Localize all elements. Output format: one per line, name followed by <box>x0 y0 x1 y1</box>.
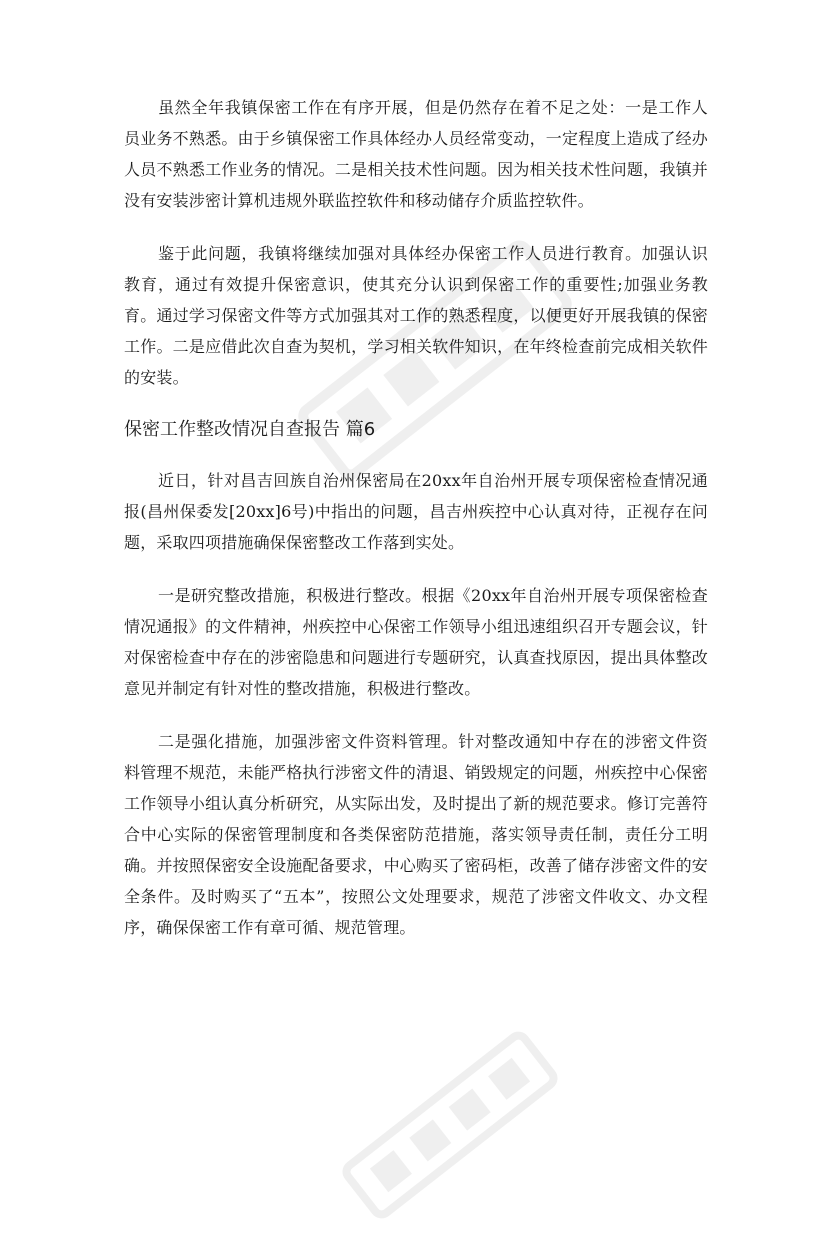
paragraph: 虽然全年我镇保密工作在有序开展，但是仍然存在着不足之处：一是工作人员业务不熟悉。由于乡镇保密工作具体经办人员经常变动，一定程度上造成了经办人员不熟悉工作业务的情况。二是相关技术性问题。因为相关技术性问题，我镇并没有安装涉密计算机违规外联监控软件和移动储存介质监控软件。 <box>124 98 708 210</box>
paragraph: 二是强化措施，加强涉密文件资料管理。针对整改通知中存在的涉密文件资料管理不规范，未能严格执行涉密文件的清退、销毁规定的问题，州疾控中心保密工作领导小组认真分析研究，从实际出发，及时提出了新的规范要求。修订完善符合中心实际的保密管理制度和各类保密防范措施，落实领导责任制，责任分工明确。并按照保密安全设施配备要求，中心购买了密码柜，改善了储存涉密文件的安全条件。及时购买了“五本”，按照公文处理要求，规范了涉密文件收文、办文程序，确保保密工作有章可循、规范管理。 <box>124 732 708 937</box>
paragraph: 鉴于此问题，我镇将继续加强对具体经办保密工作人员进行教育。加强认识教育，通过有效提升保密意识，使其充分认识到保密工作的重要性;加强业务教育。通过学习保密文件等方式加强其对工作的熟悉程度，以便更好开展我镇的保密工作。二是应借此次自查为契机，学习相关软件知识，在年终检查前完成相关软件的安装。 <box>124 244 708 387</box>
section-heading: 保密工作整改情况自查报告 篇6 <box>124 419 376 440</box>
paragraph: 近日，针对昌吉回族自治州保密局在20xx年自治州开展专项保密检查情况通报(昌州保委发[20xx]6号)中指出的问题，昌吉州疾控中心认真对待，正视存在问题，采取四项措施确保保密整改工作落到实处。 <box>124 471 708 552</box>
paragraph: 一是研究整改措施，积极进行整改。根据《20xx年自治州开展专项保密检查情况通报》的文件精神，州疾控中心保密工作领导小组迅速组织召开专题会议，针对保密检查中存在的涉密隐患和问题进行专题研究，认真查找原因，提出具体整改意见并制定有针对性的整改措施，积极进行整改。 <box>124 586 708 698</box>
document-body <box>124 92 708 965</box>
watermark-logo-icon <box>328 1016 573 1234</box>
